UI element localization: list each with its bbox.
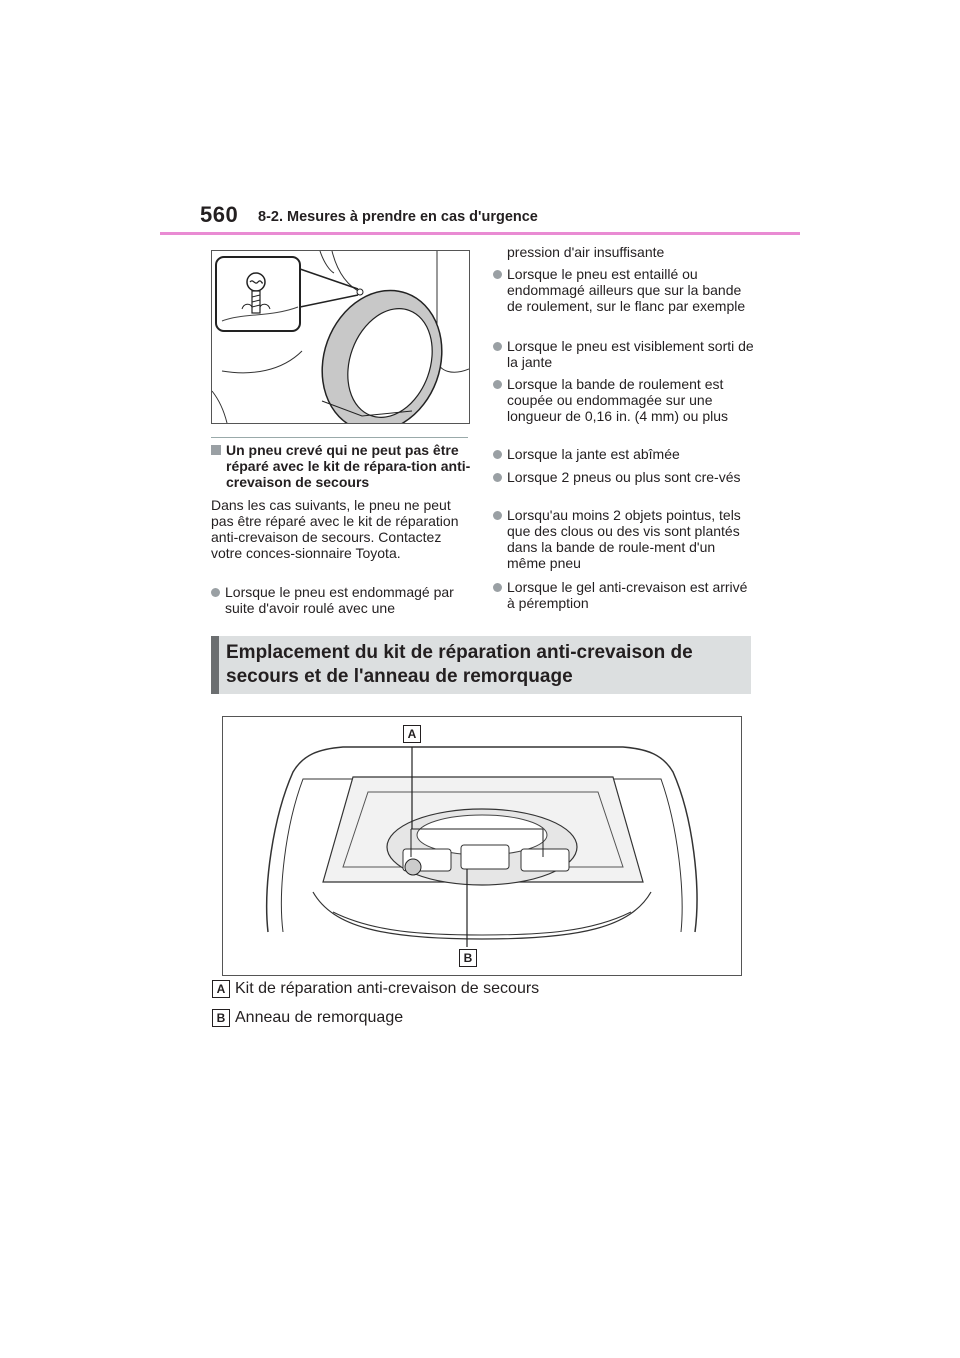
- banner-title: Emplacement du kit de réparation anti-crevaison de secours et de l'anneau de remorquage: [226, 642, 693, 687]
- list-item-continuation: [493, 244, 755, 260]
- list-item-text: Lorsque la jante est abîmée: [507, 446, 680, 462]
- callout-label-a: A: [403, 725, 421, 743]
- square-bullet-icon: [211, 445, 221, 455]
- list-item-text: Lorsque le pneu est visiblement sorti de la jante: [507, 338, 754, 370]
- bullet-icon: [493, 583, 502, 592]
- bullet-icon: [493, 511, 502, 520]
- list-item: [493, 338, 755, 370]
- section-title: 8-2. Mesures à prendre en cas d'urgence: [258, 209, 538, 225]
- list-item: [493, 469, 755, 485]
- subheading-text: Un pneu crevé qui ne peut pas être réparé avec le kit de répara-tion anti-crevaison de secours: [226, 442, 471, 490]
- list-item: [493, 446, 755, 462]
- legend-text-b: Anneau de remorquage: [235, 1009, 404, 1026]
- list-item-text: Lorsque la bande de roulement est coupée ou endommagée sur une longueur de 0,16 in. (4 mm) ou plus: [507, 376, 729, 424]
- subheading: [211, 442, 471, 490]
- list-item-text: Lorsque le gel anti-crevaison est arrivé à péremption: [507, 579, 748, 611]
- section-banner: [211, 636, 751, 694]
- bullet-icon: [493, 473, 502, 482]
- banner-accent-bar: [211, 636, 219, 694]
- list-item: [493, 507, 755, 571]
- list-item-text: pression d'air insuffisante: [507, 244, 665, 260]
- list-item-text: Lorsqu'au moins 2 objets pointus, tels que des clous ou des vis sont plantés dans la bande de roule-ment d'un même pneu: [507, 507, 741, 571]
- trunk-illustration: [222, 716, 742, 976]
- page-number: 560: [200, 202, 239, 227]
- bullet-icon: [211, 588, 220, 597]
- tire-screw-illustration: [211, 250, 470, 424]
- list-item-text: Lorsque le pneu est entaillé ou endommagé ailleurs que sur la bande de roulement, sur le flanc par exemple: [507, 266, 746, 314]
- tire-screw-drawing: [212, 251, 469, 423]
- bullet-icon: [493, 450, 502, 459]
- list-item: [493, 376, 755, 424]
- list-item-text: Lorsque 2 pneus ou plus sont cre-vés: [507, 469, 741, 485]
- legend-text-a: Kit de réparation anti-crevaison de secours: [235, 980, 540, 997]
- list-item: [211, 584, 473, 616]
- callout-label-b: B: [459, 949, 477, 967]
- section-divider: [211, 437, 468, 438]
- bullet-icon: [493, 380, 502, 389]
- list-item: [493, 266, 755, 314]
- legend-key-a: A: [212, 980, 230, 998]
- header-rule: [160, 232, 800, 235]
- intro-paragraph: Dans les cas suivants, le pneu ne peut pas être réparé avec le kit de réparation anti-crevaison de secours. Contactez votre conces-sionnaire Toyota.: [211, 497, 459, 561]
- list-item: [493, 579, 755, 611]
- bullet-icon: [493, 342, 502, 351]
- legend-key-b: B: [212, 1009, 230, 1027]
- trunk-drawing: [223, 717, 741, 975]
- list-item-text: Lorsque le pneu est endommagé par suite d'avoir roulé avec une: [225, 584, 454, 616]
- bullet-icon: [493, 270, 502, 279]
